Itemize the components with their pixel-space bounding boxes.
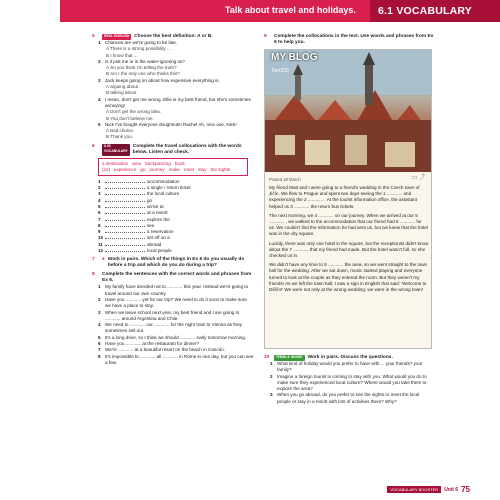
discussion-question xyxy=(264,374,434,393)
answer-option[interactable]: B You don't believe me. xyxy=(106,115,154,121)
blog-paragraph: We didn't have any time to 8 ............ the area, so we went straight to the town hall for the wedding. After we sat down, music started playing and everyone turned to look at the couple as they entered the room. But they weren't my friends! As we left the town hall, I saw a sign in English that said: 'Welcome to Děčín!' We were not only at the wrong wedding; we were in the wrong town! xyxy=(269,262,428,293)
exercise-9 xyxy=(264,34,434,46)
answer-option[interactable]: B talking about xyxy=(106,90,137,96)
real-english-tag: REAL ENGLISH xyxy=(104,34,130,38)
exercise-6 xyxy=(92,144,254,255)
item-number: 7 xyxy=(98,347,101,353)
item-number: 4 xyxy=(98,322,101,328)
city-rooftops-illustration xyxy=(265,50,431,172)
exercise-10 xyxy=(264,355,434,405)
collocation-item xyxy=(92,248,254,254)
item-number: 3 xyxy=(270,392,273,398)
sentence-item xyxy=(92,322,254,335)
answer-option[interactable]: A There is a strong possibility ... xyxy=(106,46,171,52)
blog-actions xyxy=(412,175,425,181)
word-choice: book (x2) xyxy=(102,160,185,172)
comment-icon[interactable]: ▭ xyxy=(411,175,418,181)
answer-blank[interactable] xyxy=(105,223,145,227)
word-choice: go xyxy=(140,166,146,172)
answer-option[interactable]: A arguing about xyxy=(106,84,139,90)
sentence-item xyxy=(92,354,254,367)
item-number: 10 xyxy=(98,235,104,241)
item-text: at a resort xyxy=(147,210,168,216)
item-number: 7 xyxy=(98,216,101,222)
word-choice: stay xyxy=(198,166,207,172)
item-number: 6 xyxy=(98,340,101,346)
item-text: accommodation xyxy=(147,178,180,184)
answer-blank[interactable] xyxy=(105,191,145,195)
discussion-question xyxy=(264,361,434,374)
right-column xyxy=(264,34,434,408)
answer-option[interactable]: B Thank you. xyxy=(106,134,133,140)
item-number: 4 xyxy=(98,197,101,203)
sentence-text: Have you ............ at the restaurant for dinner? xyxy=(105,340,199,346)
item-text: go xyxy=(147,197,153,203)
answer-blank[interactable] xyxy=(105,179,145,183)
question-number: 5 xyxy=(98,121,101,127)
page-footer xyxy=(387,485,470,494)
item-text: explore the xyxy=(147,216,170,222)
answer-option[interactable]: B Am I the only one who thinks this? xyxy=(106,71,180,77)
item-number: 3 xyxy=(98,309,101,315)
exercise-instruction: Complete the travel collocations with the words below. Listen and check. xyxy=(132,143,242,155)
exercise-instruction: Work in pairs. Discuss the questions. xyxy=(307,355,393,360)
item-number: 2 xyxy=(98,296,101,302)
word-choice: the sights xyxy=(210,166,231,172)
discussion-question xyxy=(264,392,434,405)
question-text: I mean, don't get me wrong. Ellie is my best friend, but she's sometimes annoying! xyxy=(105,96,251,108)
question-text: Nick I've bought everyone doughnuts! Rachel Ah, nice one, Nick! xyxy=(105,121,237,127)
sentence-text: We need to ............ our ............ for the night train to Vienna as they sometimes sell out. xyxy=(105,322,242,334)
item-number: 2 xyxy=(270,373,273,379)
blog-title: MY BLOG xyxy=(271,52,318,63)
word-choice: experience xyxy=(113,166,137,172)
exercise-number: 5 xyxy=(92,34,95,39)
question-text: Chances are we're going to be late. xyxy=(105,40,178,45)
page-number: 75 xyxy=(461,485,470,494)
item-number: 2 xyxy=(98,185,101,191)
question-text: What kind of holiday would you prefer to have with ... your friends? your family? xyxy=(277,361,423,373)
post-date: Posted 18 March xyxy=(269,177,301,182)
exercise-7 xyxy=(92,257,254,269)
item-number: 3 xyxy=(98,191,101,197)
word-choice: a destination xyxy=(102,160,129,166)
question-number: 4 xyxy=(98,96,101,102)
word-choice: journey xyxy=(149,166,165,172)
sentence-text: It's a long drive, so I think we should ............ early tomorrow morning. xyxy=(105,334,247,340)
exercise-instruction: Complete the sentences with the correct words and phrases from Ex 6. xyxy=(102,272,252,284)
question-text: Jack keeps going on about how expensive everything is. xyxy=(105,77,220,83)
answer-blank[interactable] xyxy=(105,185,145,189)
item-text: a reservation xyxy=(147,229,174,235)
audio-track-tag[interactable]: 6.03 VOCABULARY xyxy=(102,144,130,156)
exercise-5 xyxy=(92,34,254,141)
exercise-number: 10 xyxy=(264,355,270,360)
question-text: When you go abroad, do you prefer to see the sights or meet the local people or stay in a resort with lots of activities there? Why? xyxy=(277,392,420,404)
item-number: 5 xyxy=(98,334,101,340)
sentence-text: My family have decided not to ............ this year. Instead we're going to travel around our own country. xyxy=(105,284,249,296)
item-text: local people xyxy=(147,248,172,254)
item-number: 1 xyxy=(98,284,101,290)
item-number: 12 xyxy=(98,248,104,254)
vocabulary-booster-link[interactable]: VOCABULARY BOOSTER xyxy=(387,486,441,493)
question-number: 2 xyxy=(98,58,101,64)
think-share-tag: THINK & SHARE xyxy=(276,355,303,359)
item-text: set off on a xyxy=(147,235,170,241)
sentence-item xyxy=(92,297,254,310)
sentence-text: Have you ............ yet for our trip? We need to do it soon to make sure we have a place to stay. xyxy=(105,296,247,309)
blog-card xyxy=(264,49,432,349)
sentence-item xyxy=(92,284,254,297)
answer-blank[interactable] xyxy=(105,204,145,208)
item-text: the local culture xyxy=(147,191,180,197)
sentence-text: It's impossible to ............ all ............ in Rome in one day, but you can see a few. xyxy=(105,353,254,365)
item-number: 1 xyxy=(98,178,101,184)
item-number: 8 xyxy=(98,222,101,228)
answer-option[interactable]: A Bad choice. xyxy=(106,128,135,134)
item-text: see xyxy=(147,222,155,228)
sentence-text: When we leave school next year, my best friend and I are going to ............ around Argentina and Chile. xyxy=(105,309,240,321)
unit-label: Unit 6 xyxy=(444,486,459,493)
item-number: 1 xyxy=(270,361,273,366)
word-choice: backpacking xyxy=(145,160,171,166)
blog-text xyxy=(269,185,429,296)
item-number: 5 xyxy=(98,203,101,209)
answer-option[interactable]: B I know that ... xyxy=(106,52,138,58)
share-icon[interactable]: ⤴ xyxy=(418,175,425,181)
word-choice: area xyxy=(132,160,142,166)
exercise-instruction: Work in pairs. Which of the things in Ex 6 do you usually do before a trip and which do you do during a trip? xyxy=(107,257,245,269)
exercise-number: 7 xyxy=(92,257,95,263)
city-photo xyxy=(265,50,431,172)
exercise-instruction: Choose the best definition: A or B. xyxy=(134,34,213,39)
item-number: 8 xyxy=(98,353,101,359)
answer-blank[interactable] xyxy=(105,235,145,239)
question-number: 3 xyxy=(98,77,101,83)
lesson-tagline: Talk about travel and holidays. xyxy=(225,5,356,15)
item-number: 11 xyxy=(98,241,103,247)
question-text: Imagine a foreign tourist is coming to stay with you. What would you do to make sure they experienced local culture? Where would you take them to explore the area? xyxy=(277,373,427,392)
sentence-text: We're ............ at a beautiful resort on the beach in Cancún. xyxy=(105,347,226,353)
answer-blank[interactable] xyxy=(105,229,145,233)
question-item xyxy=(92,97,254,110)
answer-option[interactable]: A So you think I'm telling the truth? xyxy=(106,65,177,71)
word-choice: make xyxy=(168,166,180,172)
exercise-number: 9 xyxy=(264,34,267,39)
word-choice: meet xyxy=(183,166,195,172)
exercise-number: 8 xyxy=(92,272,95,278)
speech-bubble-icon: ● xyxy=(102,257,105,263)
exercise-number: 6 xyxy=(92,143,95,149)
answer-blank[interactable] xyxy=(105,210,145,214)
blog-paragraph: The next morning, we 4 ............ on our journey. When we arrived at our 5 ............ , we walked to the accommodation that our friend had 6 ............ for us. We couldn't find the information he had sent us, but we knew that the hotel was in the city square. xyxy=(269,212,428,237)
item-text: abroad xyxy=(147,241,162,247)
word-box xyxy=(98,158,248,176)
exercise-8 xyxy=(92,272,254,366)
item-number: 9 xyxy=(98,229,101,235)
left-column xyxy=(92,34,254,369)
answer-option[interactable]: A Don't get the wrong idea. xyxy=(106,109,162,115)
item-text: arrive at xyxy=(147,203,164,209)
blog-paragraph: My friend Matt and I were going to a friend's wedding in the Czech town of Jičín. We flew to Prague and spent two days seeing the 1 ............ and experiencing the 2 ............ . At the tourist information office, the assistant helped us 3 ............ the return bus tickets. xyxy=(269,185,420,209)
answer-blank[interactable] xyxy=(105,242,145,246)
answer-blank[interactable] xyxy=(105,248,145,252)
blog-paragraph: Luckily, there was only one hotel in the square, but the receptionist didn't know about the 7 ............ that my friend had made. But the hotel wasn't full, so she checked us in. xyxy=(269,240,429,259)
top-banner xyxy=(60,0,500,22)
item-number: 6 xyxy=(98,210,101,216)
question-number: 1 xyxy=(98,40,101,45)
blog-username: Tom333 xyxy=(271,68,289,74)
item-text: a single / return ticket xyxy=(147,185,191,191)
answer-blank[interactable] xyxy=(105,198,145,202)
exercise-instruction: Complete the collocations in the text. Use words and phrases from Ex 6 to help you. xyxy=(274,34,434,45)
question-text: Is it just me or is the water-ignoring us? xyxy=(105,58,185,64)
unit-title: 6.1 VOCABULARY xyxy=(370,0,500,22)
answer-blank[interactable] xyxy=(105,217,145,221)
sentence-item xyxy=(92,310,254,323)
